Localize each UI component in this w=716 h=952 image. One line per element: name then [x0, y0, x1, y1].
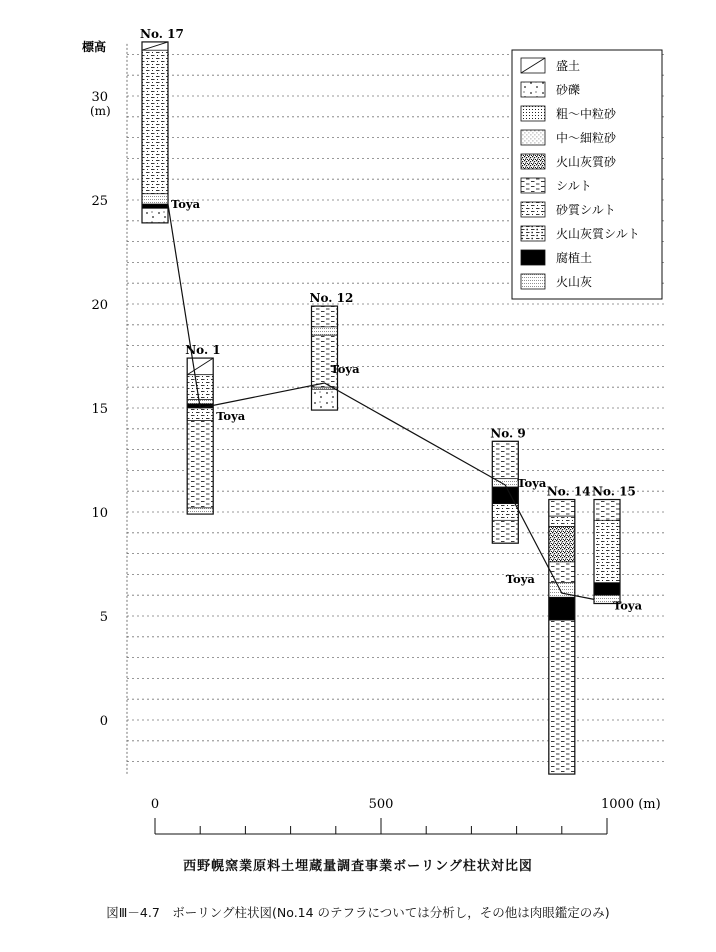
scale-label: 1000 (m) — [601, 797, 661, 812]
borehole-14 — [547, 485, 591, 775]
borehole-label: No. 15 — [592, 484, 636, 499]
toya-label: Toya — [505, 572, 535, 587]
legend-swatch-sashitsu — [521, 202, 545, 217]
layer-sashitsu — [549, 516, 575, 526]
legend — [512, 50, 662, 299]
borehole-label: No. 9 — [490, 426, 526, 441]
y-tick-label: 20 — [91, 298, 108, 313]
layer-sashitsu — [492, 504, 518, 521]
y-tick-label: 0 — [99, 714, 108, 729]
layer-sashitsu — [594, 520, 620, 582]
elevation-axis — [82, 39, 127, 774]
borehole-label: No. 12 — [309, 291, 354, 306]
figure-caption: 図Ⅲ－4.7 ボーリング柱状図(No.14 のテフラについては分析し，その他は肉眼鑑定のみ) — [106, 905, 610, 920]
y-tick-label: 15 — [91, 402, 108, 417]
toya-label: Toya — [613, 598, 643, 613]
legend-label: シルト — [556, 179, 592, 193]
figure-title: 西野幌窯業原料土埋蔵量調査事業ボーリング柱状対比図 — [183, 859, 533, 874]
toya-label: Toya — [330, 362, 360, 377]
layer-sareki — [142, 208, 168, 223]
scale-label: 0 — [150, 797, 160, 812]
legend-label: 火山灰 — [556, 275, 593, 289]
layer-kazanbai — [142, 194, 168, 204]
toya-label: Toya — [171, 197, 201, 212]
legend-label: 火山灰質砂 — [556, 155, 617, 169]
y-axis-title: 標高 — [82, 40, 107, 54]
y-axis-unit: (m) — [90, 104, 111, 118]
borehole-15 — [592, 485, 636, 604]
y-tick-label: 25 — [91, 194, 108, 209]
layer-fushoku — [594, 583, 620, 595]
layer-sashitsu — [187, 408, 213, 420]
layer-kazanbai — [312, 327, 338, 335]
legend-label: 腐植土 — [556, 251, 593, 265]
borehole-1 — [185, 343, 220, 514]
legend-swatch-sareki — [521, 82, 545, 97]
layer-sashitsu — [187, 375, 213, 400]
borehole-label: No. 14 — [546, 484, 591, 499]
layer-kazanbaisuna — [549, 527, 575, 562]
y-tick-label: 10 — [91, 506, 108, 521]
legend-label: 中～細粒砂 — [556, 131, 617, 145]
borehole-label: No. 1 — [185, 343, 221, 358]
legend-swatch-fushoku — [521, 250, 545, 265]
y-tick-label: 5 — [99, 610, 108, 625]
legend-swatch-kazanbai — [521, 274, 545, 289]
layer-fushoku — [142, 204, 168, 208]
layer-silt — [549, 620, 575, 774]
legend-label: 砂質シルト — [556, 203, 616, 217]
layer-fushoku — [549, 597, 575, 620]
borehole-17 — [140, 27, 184, 223]
layer-silt — [187, 420, 213, 507]
layer-silt — [549, 500, 575, 517]
legend-label: 盛土 — [556, 59, 581, 73]
layer-sashitsu — [142, 50, 168, 194]
layer-silt — [492, 441, 518, 478]
legend-label: 火山灰質シルト — [556, 227, 640, 241]
legend-swatch-kazanbaisilt — [521, 226, 545, 241]
legend-swatch-sochu — [521, 106, 545, 121]
toya-label: Toya — [517, 475, 547, 490]
layer-silt — [549, 562, 575, 583]
legend-swatch-chusai — [521, 130, 545, 145]
legend-swatch-silt — [521, 178, 545, 193]
y-tick-label: 30 — [91, 90, 108, 105]
layer-sareki — [312, 389, 338, 410]
layer-silt — [594, 500, 620, 521]
legend-label: 砂礫 — [556, 83, 581, 97]
toya-label: Toya — [216, 409, 246, 423]
layer-kazanbai — [187, 400, 213, 404]
scale-label: 500 — [368, 797, 394, 812]
layer-silt — [492, 520, 518, 543]
legend-label: 粗～中粒砂 — [556, 107, 617, 121]
layer-kazanbai — [187, 508, 213, 514]
borehole-label: No. 17 — [140, 26, 184, 41]
distance-scale — [151, 797, 661, 834]
layer-silt — [312, 306, 338, 327]
borehole-12 — [310, 291, 354, 410]
legend-swatch-kazanbaisuna — [521, 154, 545, 169]
